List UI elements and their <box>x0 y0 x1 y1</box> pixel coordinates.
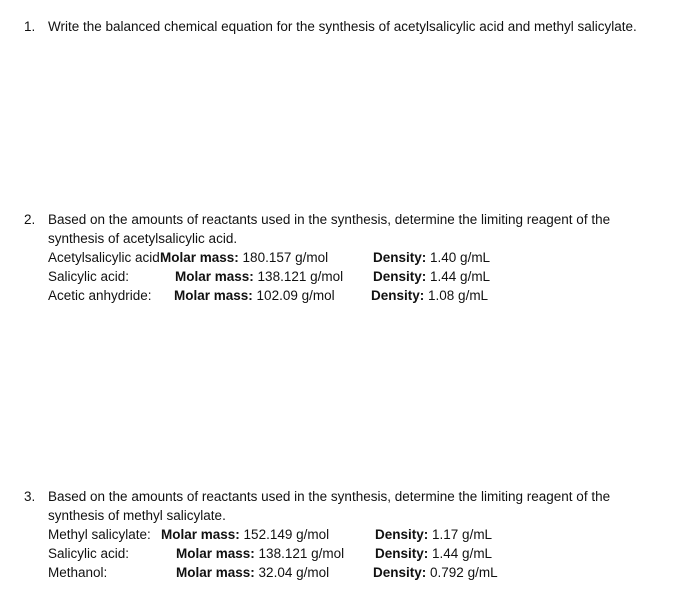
question-number: 1. <box>24 19 36 34</box>
molar-mass-value: 138.121 g/mol <box>257 269 344 284</box>
density <box>373 248 490 267</box>
molar-mass-label: Molar mass: <box>176 546 255 561</box>
density-value: 1.17 g/mL <box>432 527 493 542</box>
density-label: Density: <box>371 288 425 303</box>
molar-mass <box>160 248 328 267</box>
density-label: Density: <box>373 250 427 265</box>
reagent-name: Methyl salicylate: <box>48 527 151 542</box>
question-line: Based on the amounts of reactants used in the synthesis, determine the limiting reagent of the <box>48 489 611 504</box>
molar-mass-value: 138.121 g/mol <box>258 546 345 561</box>
question-line: Write the balanced chemical equation for the synthesis of acetylsalicylic acid and methyl salicylate. <box>48 19 637 34</box>
density <box>375 525 492 544</box>
question-text <box>48 210 678 248</box>
reagent-name: Salicylic acid: <box>48 546 130 561</box>
molar-mass-value: 152.149 g/mol <box>243 527 330 542</box>
molar-mass <box>175 267 343 286</box>
density-value: 1.08 g/mL <box>428 288 489 303</box>
molar-mass-label: Molar mass: <box>176 565 255 580</box>
molar-mass-value: 102.09 g/mol <box>256 288 335 303</box>
molar-mass <box>176 563 329 582</box>
density-label: Density: <box>375 546 429 561</box>
density-label: Density: <box>375 527 429 542</box>
reagent-name: Salicylic acid: <box>48 269 130 284</box>
density-value: 0.792 g/mL <box>430 565 498 580</box>
molar-mass-label: Molar mass: <box>161 527 240 542</box>
density <box>371 286 488 305</box>
molar-mass-value: 32.04 g/mol <box>258 565 330 580</box>
question-number: 2. <box>24 212 36 227</box>
density-label: Density: <box>373 565 427 580</box>
reagent-name: Acetic anhydride: <box>48 288 152 303</box>
molar-mass-label: Molar mass: <box>160 250 239 265</box>
question-line: synthesis of acetylsalicylic acid. <box>48 231 238 246</box>
question-line: synthesis of methyl salicylate. <box>48 508 226 523</box>
molar-mass-label: Molar mass: <box>174 288 253 303</box>
reagent-name: Acetylsalicylic acid: <box>48 250 164 265</box>
molar-mass <box>161 525 329 544</box>
molar-mass <box>174 286 335 305</box>
molar-mass-value: 180.157 g/mol <box>242 250 329 265</box>
density-label: Density: <box>373 269 427 284</box>
density-value: 1.40 g/mL <box>430 250 491 265</box>
density <box>375 544 492 563</box>
molar-mass-label: Molar mass: <box>175 269 254 284</box>
reagent-name: Methanol: <box>48 565 108 580</box>
density <box>373 563 498 582</box>
density-value: 1.44 g/mL <box>432 546 493 561</box>
question-text <box>48 17 678 36</box>
question-line: Based on the amounts of reactants used in the synthesis, determine the limiting reagent of the <box>48 212 611 227</box>
question-text <box>48 487 678 525</box>
question-number: 3. <box>24 489 36 504</box>
density <box>373 267 490 286</box>
molar-mass <box>176 544 344 563</box>
density-value: 1.44 g/mL <box>430 269 491 284</box>
